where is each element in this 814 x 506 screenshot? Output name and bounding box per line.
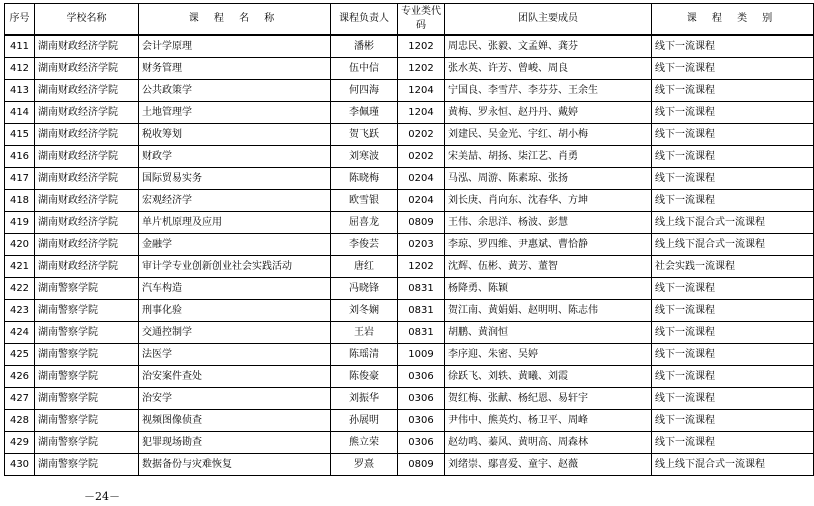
cell-school: 湖南财政经济学院: [35, 102, 139, 124]
cell-no: 420: [5, 234, 35, 256]
cell-type: 线下一流课程: [652, 102, 814, 124]
cell-code: 1204: [398, 80, 445, 102]
cell-course: 犯罪现场勘查: [139, 432, 331, 454]
cell-type: 线下一流课程: [652, 410, 814, 432]
cell-course: 治安学: [139, 388, 331, 410]
table-row: [5, 410, 814, 432]
cell-type: 线下一流课程: [652, 124, 814, 146]
cell-members: 徐跃飞、刘轶、黄曦、刘霞: [445, 366, 652, 388]
cell-school: 湖南财政经济学院: [35, 146, 139, 168]
cell-no: 414: [5, 102, 35, 124]
table-row: [5, 454, 814, 476]
table-row: [5, 344, 814, 366]
cell-leader: 何四海: [331, 80, 398, 102]
cell-type: 线下一流课程: [652, 278, 814, 300]
cell-school: 湖南财政经济学院: [35, 35, 139, 58]
cell-members: 李序迎、朱密、吴婷: [445, 344, 652, 366]
cell-no: 423: [5, 300, 35, 322]
cell-code: 0306: [398, 432, 445, 454]
cell-school: 湖南警察学院: [35, 278, 139, 300]
cell-leader: 刘冬娴: [331, 300, 398, 322]
cell-school: 湖南财政经济学院: [35, 234, 139, 256]
table-row: [5, 146, 814, 168]
cell-type: 线下一流课程: [652, 35, 814, 58]
cell-type: 线下一流课程: [652, 388, 814, 410]
cell-no: 419: [5, 212, 35, 234]
cell-course: 土地管理学: [139, 102, 331, 124]
header-members: 团队主要成员: [445, 4, 652, 36]
table-row: [5, 234, 814, 256]
cell-code: 0831: [398, 300, 445, 322]
cell-no: 417: [5, 168, 35, 190]
cell-code: 1009: [398, 344, 445, 366]
cell-code: 0204: [398, 168, 445, 190]
cell-code: 0809: [398, 454, 445, 476]
cell-members: 刘建民、吴金光、宇红、胡小梅: [445, 124, 652, 146]
table-row: [5, 190, 814, 212]
cell-leader: 陈俊豪: [331, 366, 398, 388]
cell-course: 视频图像侦查: [139, 410, 331, 432]
cell-school: 湖南财政经济学院: [35, 80, 139, 102]
cell-course: 会计学原理: [139, 35, 331, 58]
header-course: 课 程 名 称: [139, 4, 331, 36]
cell-type: 线下一流课程: [652, 168, 814, 190]
cell-members: 刘绪崇、鄢喜爱、童宇、赵薇: [445, 454, 652, 476]
table-row: [5, 300, 814, 322]
cell-no: 412: [5, 58, 35, 80]
cell-leader: 伍中信: [331, 58, 398, 80]
cell-leader: 欧雪银: [331, 190, 398, 212]
cell-code: 0306: [398, 388, 445, 410]
header-row: [5, 4, 814, 36]
cell-no: 416: [5, 146, 35, 168]
cell-no: 425: [5, 344, 35, 366]
cell-type: 线下一流课程: [652, 366, 814, 388]
cell-leader: 陈晓梅: [331, 168, 398, 190]
cell-leader: 贺飞跃: [331, 124, 398, 146]
cell-type: 线下一流课程: [652, 80, 814, 102]
cell-type: 线下一流课程: [652, 190, 814, 212]
cell-leader: 王岩: [331, 322, 398, 344]
cell-type: 线下一流课程: [652, 344, 814, 366]
cell-course: 治安案件查处: [139, 366, 331, 388]
cell-members: 李琼、罗四维、尹惠斌、曹恰静: [445, 234, 652, 256]
cell-code: 1202: [398, 35, 445, 58]
cell-no: 418: [5, 190, 35, 212]
cell-school: 湖南警察学院: [35, 432, 139, 454]
table-row: [5, 366, 814, 388]
cell-no: 430: [5, 454, 35, 476]
cell-members: 宁国良、李雪芹、李芬芬、王余生: [445, 80, 652, 102]
cell-no: 427: [5, 388, 35, 410]
cell-course: 交通控制学: [139, 322, 331, 344]
cell-no: 415: [5, 124, 35, 146]
cell-school: 湖南警察学院: [35, 410, 139, 432]
cell-leader: 陈瑶清: [331, 344, 398, 366]
cell-school: 湖南财政经济学院: [35, 124, 139, 146]
cell-leader: 冯晓锋: [331, 278, 398, 300]
cell-type: 线下一流课程: [652, 300, 814, 322]
cell-no: 426: [5, 366, 35, 388]
cell-leader: 屈喜龙: [331, 212, 398, 234]
cell-type: 线上线下混合式一流课程: [652, 234, 814, 256]
cell-members: 黄梅、罗永恒、赵丹丹、戴婷: [445, 102, 652, 124]
table-row: [5, 58, 814, 80]
cell-school: 湖南警察学院: [35, 344, 139, 366]
cell-leader: 孙展明: [331, 410, 398, 432]
table-row: [5, 102, 814, 124]
cell-course: 数据备份与灾难恢复: [139, 454, 331, 476]
header-code: 专业类代 码: [398, 4, 445, 36]
cell-school: 湖南财政经济学院: [35, 190, 139, 212]
cell-code: 0831: [398, 278, 445, 300]
cell-no: 424: [5, 322, 35, 344]
cell-course: 刑事化验: [139, 300, 331, 322]
cell-school: 湖南警察学院: [35, 366, 139, 388]
cell-type: 线下一流课程: [652, 432, 814, 454]
cell-code: 0809: [398, 212, 445, 234]
cell-course: 审计学专业创新创业社会实践活动: [139, 256, 331, 278]
table-row: [5, 35, 814, 58]
cell-course: 金融学: [139, 234, 331, 256]
cell-code: 0306: [398, 410, 445, 432]
cell-school: 湖南警察学院: [35, 300, 139, 322]
cell-members: 宋美喆、胡扬、柒江艺、肖勇: [445, 146, 652, 168]
cell-no: 429: [5, 432, 35, 454]
cell-type: 线上线下混合式一流课程: [652, 212, 814, 234]
cell-school: 湖南财政经济学院: [35, 58, 139, 80]
cell-members: 周忠民、张毅、文孟婵、龚芬: [445, 35, 652, 58]
cell-members: 杨降勇、陈颖: [445, 278, 652, 300]
table-row: [5, 256, 814, 278]
course-table: [4, 3, 814, 476]
table-row: [5, 432, 814, 454]
cell-no: 428: [5, 410, 35, 432]
cell-leader: 刘振华: [331, 388, 398, 410]
table-row: [5, 278, 814, 300]
cell-leader: 罗熹: [331, 454, 398, 476]
cell-code: 0202: [398, 124, 445, 146]
cell-course: 国际贸易实务: [139, 168, 331, 190]
cell-code: 0204: [398, 190, 445, 212]
cell-course: 财务管理: [139, 58, 331, 80]
cell-school: 湖南财政经济学院: [35, 256, 139, 278]
cell-members: 王伟、余思洋、杨波、彭慧: [445, 212, 652, 234]
header-leader: 课程负责人: [331, 4, 398, 36]
cell-course: 单片机原理及应用: [139, 212, 331, 234]
cell-no: 421: [5, 256, 35, 278]
cell-type: 线下一流课程: [652, 146, 814, 168]
cell-type: 线上线下混合式一流课程: [652, 454, 814, 476]
cell-code: 0202: [398, 146, 445, 168]
cell-leader: 李俊芸: [331, 234, 398, 256]
table-row: [5, 212, 814, 234]
cell-members: 刘长庚、肖向东、沈春华、方坤: [445, 190, 652, 212]
cell-members: 赵幼鸣、蓁风、黄明高、周森林: [445, 432, 652, 454]
cell-no: 413: [5, 80, 35, 102]
cell-school: 湖南警察学院: [35, 322, 139, 344]
cell-course: 税收筹划: [139, 124, 331, 146]
page-number: －24－: [84, 490, 120, 503]
cell-leader: 潘彬: [331, 35, 398, 58]
table-row: [5, 388, 814, 410]
table-row: [5, 322, 814, 344]
cell-school: 湖南财政经济学院: [35, 212, 139, 234]
cell-type: 线下一流课程: [652, 58, 814, 80]
cell-school: 湖南财政经济学院: [35, 168, 139, 190]
cell-course: 宏观经济学: [139, 190, 331, 212]
cell-members: 张水英、许芳、曾峻、周良: [445, 58, 652, 80]
cell-leader: 唐红: [331, 256, 398, 278]
cell-course: 财政学: [139, 146, 331, 168]
cell-code: 1202: [398, 256, 445, 278]
cell-leader: 李佩瑾: [331, 102, 398, 124]
cell-code: 0306: [398, 366, 445, 388]
table-row: [5, 168, 814, 190]
cell-code: 1202: [398, 58, 445, 80]
cell-code: 0203: [398, 234, 445, 256]
header-no: 序号: [5, 4, 35, 36]
table-row: [5, 124, 814, 146]
cell-school: 湖南警察学院: [35, 454, 139, 476]
table-row: [5, 80, 814, 102]
cell-members: 贺红梅、张献、杨纪恩、易轩宇: [445, 388, 652, 410]
cell-members: 胡鹏、黄润恒: [445, 322, 652, 344]
cell-members: 马泓、周游、陈素琼、张扬: [445, 168, 652, 190]
cell-members: 贺江南、黄娟娟、赵明明、陈志伟: [445, 300, 652, 322]
cell-no: 422: [5, 278, 35, 300]
cell-course: 公共政策学: [139, 80, 331, 102]
cell-code: 1204: [398, 102, 445, 124]
cell-course: 法医学: [139, 344, 331, 366]
cell-leader: 熊立荣: [331, 432, 398, 454]
cell-no: 411: [5, 35, 35, 58]
header-type: 课 程 类 别: [652, 4, 814, 36]
cell-leader: 刘寒波: [331, 146, 398, 168]
cell-course: 汽车构造: [139, 278, 331, 300]
cell-type: 线下一流课程: [652, 322, 814, 344]
header-school: 学校名称: [35, 4, 139, 36]
cell-type: 社会实践一流课程: [652, 256, 814, 278]
cell-code: 0831: [398, 322, 445, 344]
cell-members: 沈辉、伍彬、黄芳、董智: [445, 256, 652, 278]
cell-members: 尹伟中、熊英灼、杨卫平、周峰: [445, 410, 652, 432]
cell-school: 湖南警察学院: [35, 388, 139, 410]
